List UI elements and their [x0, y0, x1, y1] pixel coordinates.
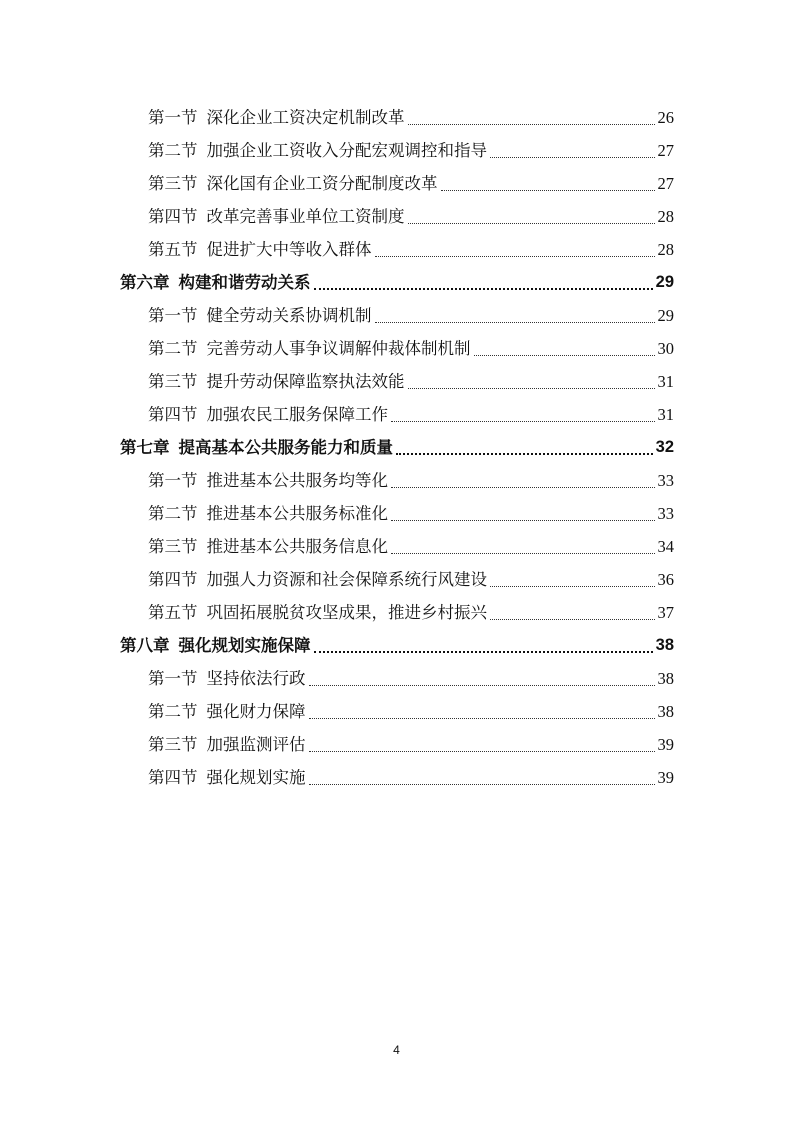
- toc-entry-page: 30: [657, 339, 674, 358]
- toc-entry[interactable]: [120, 167, 674, 200]
- dot-leader: [490, 619, 655, 620]
- toc-entry-label: [120, 431, 393, 464]
- toc-entry-label: [148, 728, 306, 761]
- toc-entry-number: 第五节: [148, 240, 198, 259]
- table-of-contents: [120, 101, 674, 794]
- dot-leader: [391, 487, 655, 488]
- toc-entry-label: [148, 497, 388, 530]
- toc-entry-number: 第二节: [148, 141, 198, 160]
- toc-entry-label: [148, 134, 487, 167]
- toc-entry-number: 第四节: [148, 570, 198, 589]
- toc-entry-number: 第五节: [148, 603, 198, 622]
- toc-entry-page: 29: [655, 273, 674, 291]
- toc-entry-number: 第三节: [148, 174, 198, 193]
- toc-entry-page: 33: [657, 504, 674, 523]
- dot-leader: [396, 453, 653, 455]
- dot-leader: [314, 651, 653, 653]
- toc-entry-page: 27: [657, 174, 674, 193]
- dot-leader: [309, 685, 655, 686]
- toc-chapter-entry[interactable]: [120, 629, 674, 662]
- toc-entry-number: 第四节: [148, 207, 198, 226]
- toc-entry-page: 27: [657, 141, 674, 160]
- toc-entry-title: 构建和谐劳动关系: [178, 273, 311, 292]
- toc-entry-title: 健全劳动关系协调机制: [206, 306, 372, 325]
- toc-entry-number: 第一节: [148, 471, 198, 490]
- dot-leader: [309, 718, 655, 719]
- toc-entry-title: 强化规划实施: [206, 768, 306, 787]
- toc-entry[interactable]: [120, 596, 674, 629]
- toc-entry-title: 推进基本公共服务均等化: [206, 471, 388, 490]
- toc-entry[interactable]: [120, 497, 674, 530]
- toc-entry-title: 加强农民工服务保障工作: [206, 405, 388, 424]
- toc-entry-title: 深化企业工资决定机制改革: [206, 108, 405, 127]
- toc-entry-label: [148, 662, 306, 695]
- toc-entry-page: 31: [657, 405, 674, 424]
- toc-entry-label: [148, 464, 388, 497]
- toc-entry-label: [148, 299, 372, 332]
- toc-entry[interactable]: [120, 662, 674, 695]
- toc-entry-page: 39: [657, 768, 674, 787]
- toc-entry-label: [120, 629, 311, 662]
- toc-entry-number: 第三节: [148, 372, 198, 391]
- dot-leader: [309, 784, 655, 785]
- toc-entry-label: [148, 761, 306, 794]
- toc-entry[interactable]: [120, 761, 674, 794]
- toc-entry-page: 31: [657, 372, 674, 391]
- toc-entry-title: 加强人力资源和社会保障系统行风建设: [206, 570, 487, 589]
- toc-entry-title: 促进扩大中等收入群体: [206, 240, 372, 259]
- toc-entry-title: 推进基本公共服务信息化: [206, 537, 388, 556]
- dot-leader: [408, 223, 655, 224]
- dot-leader: [408, 124, 655, 125]
- toc-entry-number: 第二节: [148, 702, 198, 721]
- dot-leader: [391, 553, 655, 554]
- toc-entry-number: 第四节: [148, 405, 198, 424]
- toc-entry-label: [148, 167, 438, 200]
- toc-entry-title: 强化财力保障: [206, 702, 306, 721]
- page-number: 4: [393, 1043, 400, 1057]
- toc-entry[interactable]: [120, 134, 674, 167]
- toc-entry-page: 32: [655, 438, 674, 456]
- toc-entry-page: 38: [655, 636, 674, 654]
- toc-entry-page: 39: [657, 735, 674, 754]
- toc-entry-title: 推进基本公共服务标准化: [206, 504, 388, 523]
- dot-leader: [474, 355, 655, 356]
- toc-entry-title: 提高基本公共服务能力和质量: [178, 438, 393, 457]
- toc-entry-page: 26: [657, 108, 674, 127]
- toc-chapter-entry[interactable]: [120, 266, 674, 299]
- toc-entry-number: 第七章: [120, 438, 170, 457]
- toc-chapter-entry[interactable]: [120, 431, 674, 464]
- toc-entry[interactable]: [120, 299, 674, 332]
- dot-leader: [309, 751, 655, 752]
- toc-entry[interactable]: [120, 464, 674, 497]
- dot-leader: [375, 322, 655, 323]
- toc-entry-number: 第一节: [148, 306, 198, 325]
- toc-entry-number: 第二节: [148, 504, 198, 523]
- dot-leader: [441, 190, 655, 191]
- toc-entry-page: 38: [657, 702, 674, 721]
- toc-entry-label: [148, 233, 372, 266]
- toc-entry-title: 坚持依法行政: [206, 669, 306, 688]
- dot-leader: [490, 157, 655, 158]
- toc-entry-page: 33: [657, 471, 674, 490]
- toc-entry[interactable]: [120, 728, 674, 761]
- toc-entry[interactable]: [120, 695, 674, 728]
- toc-entry-page: 28: [657, 207, 674, 226]
- toc-entry-title: 加强企业工资收入分配宏观调控和指导: [206, 141, 487, 160]
- toc-entry[interactable]: [120, 398, 674, 431]
- toc-entry-title: 提升劳动保障监察执法效能: [206, 372, 405, 391]
- toc-entry-label: [148, 398, 388, 431]
- toc-entry-page: 36: [657, 570, 674, 589]
- dot-leader: [375, 256, 655, 257]
- toc-entry-number: 第三节: [148, 735, 198, 754]
- toc-entry-title: 强化规划实施保障: [178, 636, 311, 655]
- toc-entry-label: [148, 365, 405, 398]
- dot-leader: [391, 520, 655, 521]
- toc-entry-label: [120, 266, 311, 299]
- toc-entry-title: 加强监测评估: [206, 735, 306, 754]
- toc-entry-title: 完善劳动人事争议调解仲裁体制机制: [206, 339, 471, 358]
- toc-entry-label: [148, 530, 388, 563]
- toc-entry[interactable]: [120, 101, 674, 134]
- toc-entry-page: 38: [657, 669, 674, 688]
- toc-entry-page: 28: [657, 240, 674, 259]
- toc-entry[interactable]: [120, 365, 674, 398]
- toc-entry-number: 第二节: [148, 339, 198, 358]
- toc-entry-title: 深化国有企业工资分配制度改革: [206, 174, 438, 193]
- dot-leader: [391, 421, 655, 422]
- toc-entry[interactable]: [120, 530, 674, 563]
- toc-entry-label: [148, 563, 487, 596]
- toc-entry-page: 34: [657, 537, 674, 556]
- toc-entry[interactable]: [120, 332, 674, 365]
- dot-leader: [490, 586, 655, 587]
- toc-entry-page: 29: [657, 306, 674, 325]
- dot-leader: [314, 288, 653, 290]
- toc-entry[interactable]: [120, 563, 674, 596]
- toc-entry-label: [148, 101, 405, 134]
- toc-entry[interactable]: [120, 233, 674, 266]
- toc-entry-title: 改革完善事业单位工资制度: [206, 207, 405, 226]
- toc-entry-label: [148, 200, 405, 233]
- toc-entry-number: 第四节: [148, 768, 198, 787]
- toc-entry-number: 第一节: [148, 669, 198, 688]
- toc-entry-label: [148, 332, 471, 365]
- toc-entry-label: [148, 596, 487, 629]
- toc-entry-page: 37: [657, 603, 674, 622]
- toc-entry-number: 第六章: [120, 273, 170, 292]
- dot-leader: [408, 388, 655, 389]
- toc-entry-label: [148, 695, 306, 728]
- toc-entry-number: 第一节: [148, 108, 198, 127]
- toc-entry-number: 第三节: [148, 537, 198, 556]
- toc-entry-number: 第八章: [120, 636, 170, 655]
- toc-entry[interactable]: [120, 200, 674, 233]
- toc-entry-title: 巩固拓展脱贫攻坚成果，推进乡村振兴: [206, 603, 487, 622]
